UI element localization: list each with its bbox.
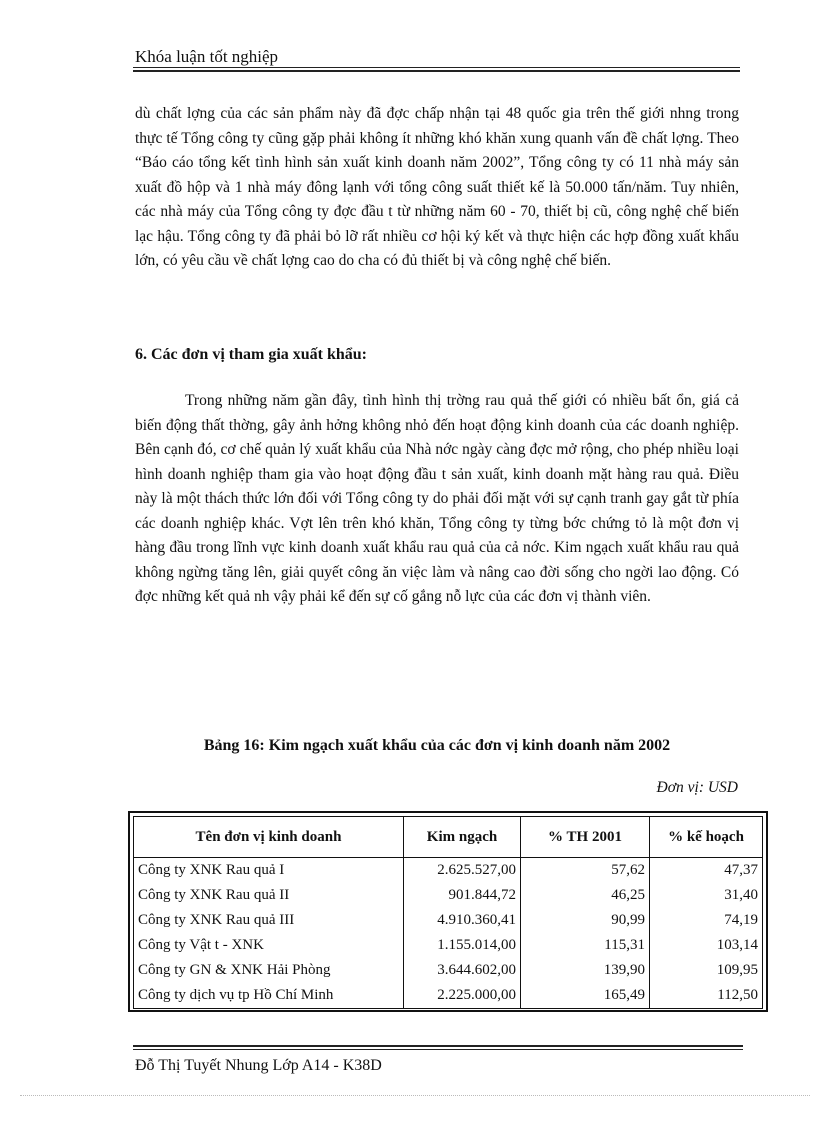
header-unit-name: Tên đơn vị kinh doanh: [134, 817, 404, 858]
cell-pct-plan: 47,37: [650, 858, 763, 884]
table-row: [134, 933, 763, 958]
cell-turnover: 1.155.014,00: [404, 933, 521, 958]
cell-pct-2001: 46,25: [521, 883, 650, 908]
header-pct-plan: % kế hoạch: [650, 817, 763, 858]
footer-author: Đỗ Thị Tuyết Nhung Lớp A14 - K38D: [135, 1057, 382, 1074]
header-title: Khóa luận tốt nghiệp: [135, 47, 279, 66]
table-row: [134, 908, 763, 933]
cell-turnover: 4.910.360,41: [404, 908, 521, 933]
cell-unit-name: Công ty XNK Rau quả I: [134, 858, 404, 884]
section-heading: 6. Các đơn vị tham gia xuất khẩu:: [135, 346, 368, 363]
cell-pct-plan: 74,19: [650, 908, 763, 933]
cell-unit-name: Công ty Vật t - XNK: [134, 933, 404, 958]
table-header-row: [134, 817, 763, 858]
cell-pct-plan: 112,50: [650, 983, 763, 1009]
paragraph-export-units: Trong những năm gần đây, tình hình thị trờng rau quả thế giới có nhiều bất ổn, giá cả biến động thất thờng, gây ảnh hởng không nhỏ đến hoạt động kinh doanh của các doanh nghiệp. Bên cạnh đó, cơ chế quản lý xuất khẩu của Nhà nớc ngày càng đợc mở rộng, cho phép nhiều loại hình doanh nghiệp tham gia vào hoạt động đầu t sản xuất, kinh doanh mặt hàng rau quả. Điều này là một thách thức lớn đối với Tổng công ty do phải đối mặt với sự cạnh tranh gay gắt từ phía các doanh nghiệp khác. Vợt lên trên khó khăn, Tổng công ty từng bớc chứng tỏ là một đơn vị hàng đầu trong lĩnh vực kinh doanh xuất khẩu rau quả của cả nớc. Kim ngạch xuất khẩu rau quả không ngừng tăng lên, giải quyết công ăn việc làm và nâng cao đời sống cho ngời lao động. Có đợc những kết quả nh vậy phải kể đến sự cố gắng nỗ lực của các đơn vị thành viên.: [135, 392, 739, 605]
cell-pct-2001: 139,90: [521, 958, 650, 983]
cell-pct-2001: 115,31: [521, 933, 650, 958]
cell-pct-2001: 57,62: [521, 858, 650, 884]
cell-turnover: 2.625.527,00: [404, 858, 521, 884]
table-row: [134, 858, 763, 884]
header-rule: [133, 67, 740, 72]
cell-unit-name: Công ty GN & XNK Hải Phòng: [134, 958, 404, 983]
export-table: [133, 816, 763, 1009]
table-frame: [128, 811, 768, 1012]
cell-turnover: 2.225.000,00: [404, 983, 521, 1009]
table-row: [134, 958, 763, 983]
footer-rule: [133, 1045, 743, 1050]
cell-unit-name: Công ty dịch vụ tp Hồ Chí Minh: [134, 983, 404, 1009]
cell-turnover: 3.644.602,00: [404, 958, 521, 983]
cell-turnover: 901.844,72: [404, 883, 521, 908]
table-row: [134, 883, 763, 908]
unit-note: Đơn vị: USD: [656, 779, 738, 796]
cell-pct-plan: 103,14: [650, 933, 763, 958]
cell-unit-name: Công ty XNK Rau quả III: [134, 908, 404, 933]
table-caption: Bảng 16: Kim ngạch xuất khẩu của các đơn vị kinh doanh năm 2002: [203, 737, 671, 754]
cell-pct-2001: 165,49: [521, 983, 650, 1009]
cell-pct-plan: 31,40: [650, 883, 763, 908]
cell-pct-plan: 109,95: [650, 958, 763, 983]
header-turnover: Kim ngạch: [404, 817, 521, 858]
header-pct-2001: % TH 2001: [521, 817, 650, 858]
table-row: [134, 983, 763, 1009]
cell-unit-name: Công ty XNK Rau quả II: [134, 883, 404, 908]
cell-pct-2001: 90,99: [521, 908, 650, 933]
paragraph-quality: dù chất lợng của các sản phẩm này đã đợc chấp nhận tại 48 quốc gia trên thế giới nhng trong thực tế Tổng công ty cũng gặp phải không ít những khó khăn xung quanh vấn đề chất lợng. Theo “Báo cáo tổng kết tình hình sản xuất kinh doanh năm 2002”, Tổng công ty có 11 nhà máy sản xuất đồ hộp và 1 nhà máy đông lạnh với tổng công suất thiết kế là 50.000 tấn/năm. Tuy nhiên, các nhà máy của Tổng công ty đợc đầu t từ những năm 60 - 70, thiết bị cũ, công nghệ chế biến lạc hậu. Tổng công ty đã phải bỏ lỡ rất nhiều cơ hội ký kết và thực hiện các hợp đồng xuất khẩu lớn, có yêu cầu về chất lợng cao do cha có đủ thiết bị và công nghệ chế biến.: [135, 105, 739, 269]
page-edge: [20, 1095, 810, 1096]
